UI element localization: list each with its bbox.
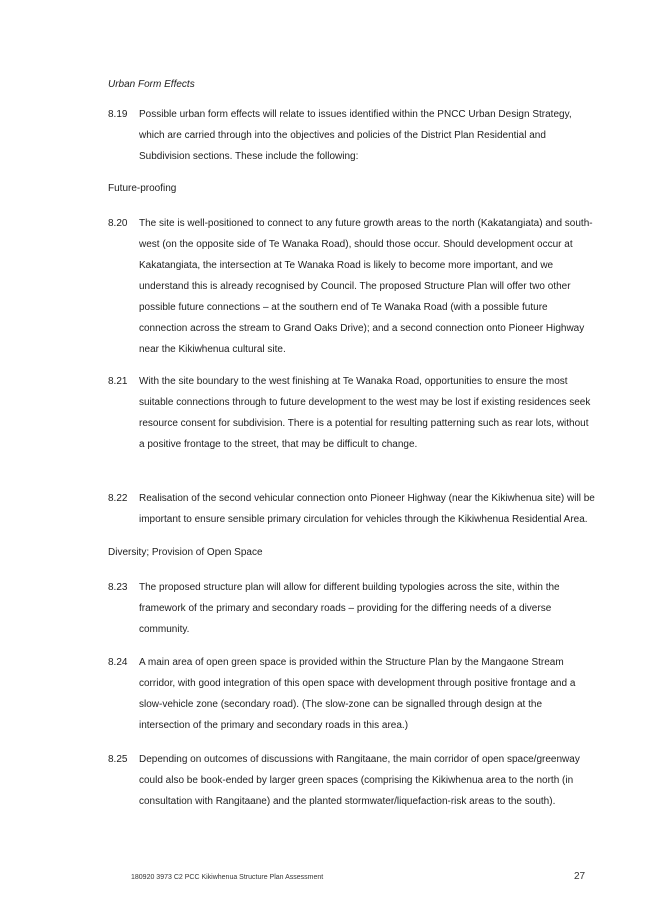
paragraph-number: 8.24 (108, 657, 128, 668)
paragraph-text: The proposed structure plan will allow for different building typologies across the site, within the framework of the primary and secondary roads – providing for the differing needs of a diverse community. (139, 582, 560, 635)
paragraph-8-21 (108, 371, 600, 455)
paragraph-8-20 (108, 213, 600, 360)
paragraph-8-23 (108, 577, 600, 640)
paragraph-8-19 (108, 104, 600, 167)
paragraph-number: 8.25 (108, 754, 128, 765)
section-heading-diversity-open-space: Diversity; Provision of Open Space (108, 547, 263, 558)
paragraph-number: 8.21 (108, 376, 128, 387)
paragraph-number: 8.20 (108, 218, 128, 229)
paragraph-text: Depending on outcomes of discussions with Rangitaane, the main corridor of open space/greenway could also be book-ended by larger green spaces (comprising the Kikiwhenua area to the north (in consultation with Rangitaane) and the planted stormwater/liquefaction-risk areas to the south). (139, 754, 580, 807)
footer-page-number: 27 (574, 871, 586, 882)
footer-document-reference: 180920 3973 C2 PCC Kikiwhenua Structure Plan Assessment (131, 874, 324, 881)
section-heading-urban-form-effects: Urban Form Effects (108, 79, 195, 90)
paragraph-number: 8.23 (108, 582, 128, 593)
paragraph-text: A main area of open green space is provided within the Structure Plan by the Mangaone Stream corridor, with good integration of this open space with development through positive frontage and a slow-vehicle zone (secondary road). (The slow-zone can be signalled through design at the intersection of the primary and secondary roads in this area.) (139, 657, 576, 731)
paragraph-number: 8.22 (108, 493, 128, 504)
paragraph-8-22 (108, 488, 600, 530)
paragraph-8-24 (108, 652, 600, 736)
paragraph-text: Realisation of the second vehicular connection onto Pioneer Highway (near the Kikiwhenua site) will be important to ensure sensible primary circulation for vehicles through the Kikiwhenua Residential Area. (139, 493, 595, 525)
paragraph-text: With the site boundary to the west finishing at Te Wanaka Road, opportunities to ensure the most suitable connections through to future development to the west may be lost if existing residences seek resource consent for subdivision. There is a potential for resulting patterning such as rear lots, without a positive frontage to the street, that may be difficult to change. (139, 376, 591, 450)
paragraph-text: The site is well-positioned to connect to any future growth areas to the north (Kakatangiata) and south-west (on the opposite side of Te Wanaka Road), should those occur. Should development occur at Kakatangiata, the intersection at Te Wanaka Road is likely to become more important, and we understand this is already recognised by Council. The proposed Structure Plan will offer two other possible future connections – at the southern end of Te Wanaka Road (with a possible future connection across the stream to Grand Oaks Drive); and a second connection onto Pioneer Highway near the Kikiwhenua cultural site. (139, 218, 593, 355)
section-heading-future-proofing: Future-proofing (108, 183, 177, 194)
paragraph-8-25 (108, 749, 600, 812)
paragraph-number: 8.19 (108, 109, 128, 120)
paragraph-text: Possible urban form effects will relate to issues identified within the PNCC Urban Design Strategy, which are carried through into the objectives and policies of the District Plan Residential and Subdivision sections. These include the following: (139, 109, 572, 162)
